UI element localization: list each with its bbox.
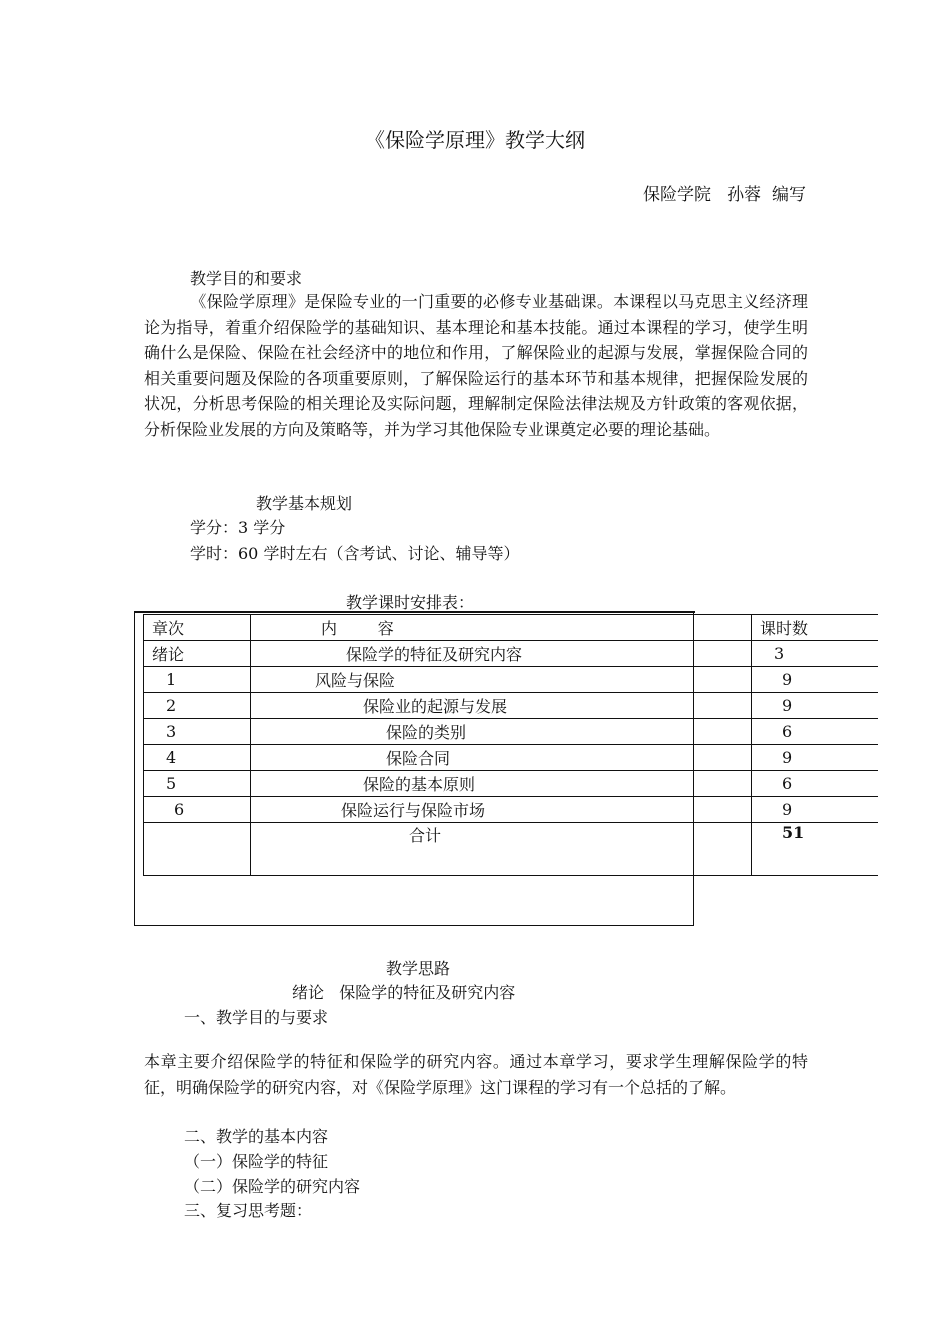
header-hours: 课时数 xyxy=(752,615,879,641)
author-line: 保险学院 孙蓉 编写 xyxy=(642,185,806,205)
row-chapter: 绪论 xyxy=(144,641,251,667)
row-content: 保险业的起源与发展 xyxy=(251,693,752,719)
header-chapter: 章次 xyxy=(144,615,251,641)
document-title: 《保险学原理》教学大纲 xyxy=(365,128,585,152)
row-content: 风险与保险 xyxy=(251,667,752,693)
table-row xyxy=(144,641,879,667)
total-empty-cell xyxy=(144,823,251,876)
row-content: 保险的类别 xyxy=(251,719,752,745)
approach-item2: （二）保险学的研究内容 xyxy=(184,1177,361,1196)
schedule-caption: 教学课时安排表： xyxy=(346,593,475,612)
row-hours: 9 xyxy=(752,693,879,719)
row-chapter: 3 xyxy=(144,719,251,745)
plan-hours: 学时：60 学时左右（含考试、讨论、辅导等） xyxy=(190,544,520,563)
row-chapter: 2 xyxy=(144,693,251,719)
table-row xyxy=(144,719,879,745)
approach-sub3: 三、复习思考题： xyxy=(184,1201,313,1220)
row-content: 保险运行与保险市场 xyxy=(251,797,752,823)
approach-sub2: 二、教学的基本内容 xyxy=(184,1127,329,1146)
table-row xyxy=(144,745,879,771)
schedule-table-top-rule xyxy=(134,611,695,613)
table-header-row xyxy=(144,615,879,641)
table-total-row xyxy=(144,823,879,876)
row-hours: 9 xyxy=(752,797,879,823)
total-value: 51 xyxy=(752,823,879,876)
row-chapter: 5 xyxy=(144,771,251,797)
goal-heading: 教学目的和要求 xyxy=(190,269,303,288)
approach-chapter-title: 绪论 保险学的特征及研究内容 xyxy=(292,983,516,1002)
table-row xyxy=(144,693,879,719)
approach-heading: 教学思路 xyxy=(386,959,451,978)
row-content: 保险合同 xyxy=(251,745,752,771)
row-hours: 9 xyxy=(752,667,879,693)
row-hours: 9 xyxy=(752,745,879,771)
total-label: 合计 xyxy=(251,823,752,876)
row-chapter: 1 xyxy=(144,667,251,693)
plan-credits: 学分：3 学分 xyxy=(190,518,286,537)
row-chapter: 4 xyxy=(144,745,251,771)
row-hours: 6 xyxy=(752,719,879,745)
goal-body: 《保险学原理》是保险专业的一门重要的必修专业基础课。本课程以马克思主义经济理论为指导，着重介绍保险学的基础知识、基本理论和基本技能。通过本课程的学习，使学生明确什么是保险、保险在社会经济中的地位和作用，了解保险业的起源与发展，掌握保险合同的相关重要问题及保险的各项重要原则，了解保险运行的基本环节和基本规律，把握保险发展的状况，分析思考保险的相关理论及实际问题，理解制定保险法律法规及方针政策的客观依据，分析保险业发展的方向及策略等，并为学习其他保险专业课奠定必要的理论基础。 xyxy=(144,292,808,439)
row-content: 保险的基本原则 xyxy=(251,771,752,797)
approach-body: 本章主要介绍保险学的特征和保险学的研究内容。通过本章学习，要求学生理解保险学的特征，明确保险学的研究内容，对《保险学原理》这门课程的学习有一个总括的了解。 xyxy=(144,1052,808,1097)
header-content: 内 容 xyxy=(251,615,752,641)
approach-sub1: 一、教学目的与要求 xyxy=(184,1008,329,1027)
row-hours: 3 xyxy=(752,641,879,667)
table-row xyxy=(144,797,879,823)
row-chapter: 6 xyxy=(144,797,251,823)
approach-item1: （一）保险学的特征 xyxy=(184,1152,329,1171)
table-row xyxy=(144,771,879,797)
table-row xyxy=(144,667,879,693)
plan-heading: 教学基本规划 xyxy=(256,494,353,513)
schedule-table xyxy=(143,614,878,876)
row-content: 保险学的特征及研究内容 xyxy=(251,641,752,667)
row-hours: 6 xyxy=(752,771,879,797)
